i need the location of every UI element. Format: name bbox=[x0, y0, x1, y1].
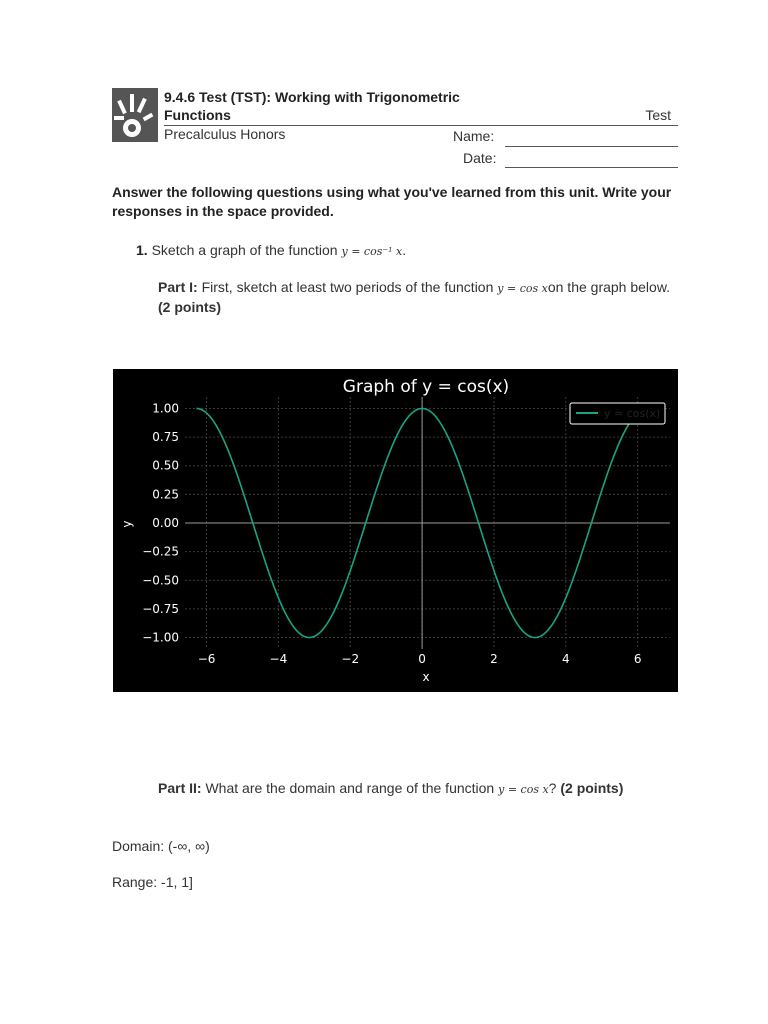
part-2-prompt bbox=[158, 780, 623, 796]
question-1 bbox=[136, 242, 406, 258]
y-tick-label: 1.00 bbox=[152, 401, 179, 416]
sun-logo-icon bbox=[112, 88, 158, 142]
chart-title: Graph of y = cos(x) bbox=[342, 377, 510, 397]
part-1-points: (2 points) bbox=[158, 299, 221, 315]
cos-function-2: y = cos x bbox=[498, 783, 549, 796]
y-tick-label: 0.75 bbox=[152, 430, 179, 445]
y-tick-label: −0.75 bbox=[142, 601, 179, 616]
instructions: Answer the following questions using what you've learned from this unit. Write your responses in the space provided. bbox=[112, 184, 672, 219]
y-tick-label: −0.25 bbox=[142, 544, 179, 559]
x-axis-label: x bbox=[422, 670, 430, 684]
part-1-text-after: on the graph below. bbox=[547, 279, 671, 295]
part-1-prompt bbox=[158, 278, 678, 316]
x-tick-label: −4 bbox=[269, 652, 288, 666]
part-1-text: First, sketch at least two periods of the function bbox=[201, 279, 494, 295]
question-number: 1. bbox=[136, 242, 148, 258]
cos-function: y = cos x bbox=[497, 282, 548, 295]
part-1-label: Part I: bbox=[158, 279, 198, 295]
domain-answer[interactable]: Domain: (-∞, ∞) bbox=[112, 838, 210, 854]
x-tick-label: 0 bbox=[418, 652, 426, 666]
test-title: 9.4.6 Test (TST): Working with Trigonometric Functions bbox=[164, 89, 460, 123]
x-tick-label: −6 bbox=[197, 652, 216, 666]
date-field-line[interactable] bbox=[505, 167, 678, 168]
date-label: Date: bbox=[463, 150, 497, 166]
x-tick-label: 2 bbox=[490, 652, 498, 666]
name-field-line[interactable] bbox=[505, 146, 678, 147]
y-tick-label: 0.50 bbox=[152, 458, 179, 473]
y-tick-label: 0.25 bbox=[152, 487, 179, 502]
part-2-points: (2 points) bbox=[560, 780, 624, 796]
x-tick-label: 4 bbox=[561, 652, 570, 666]
y-tick-label: −1.00 bbox=[142, 630, 179, 645]
range-answer[interactable]: Range: -1, 1] bbox=[112, 874, 193, 890]
x-tick-label: −2 bbox=[341, 652, 360, 666]
course-name: Precalculus Honors bbox=[164, 126, 286, 142]
y-tick-label: 0.00 bbox=[152, 516, 179, 530]
legend-label: y = cos(x) bbox=[604, 407, 661, 420]
name-label: Name: bbox=[453, 128, 495, 144]
part-2-text: What are the domain and range of the function bbox=[205, 780, 495, 796]
cos-graph-svg bbox=[113, 369, 678, 692]
x-tick-label: 6 bbox=[633, 652, 642, 666]
question-end: . bbox=[402, 242, 407, 258]
part-2-label: Part II: bbox=[158, 780, 202, 796]
cos-graph bbox=[113, 369, 678, 692]
doc-type-label: Test bbox=[645, 107, 671, 123]
question-text: Sketch a graph of the function bbox=[151, 242, 338, 258]
brand-logo bbox=[112, 88, 158, 142]
part-2-text-after: ? bbox=[548, 780, 557, 796]
y-tick-label: −0.50 bbox=[142, 573, 179, 588]
chart-legend bbox=[570, 403, 665, 424]
inverse-cos-function: y = cos⁻¹ x bbox=[341, 245, 403, 258]
y-axis-label: y bbox=[120, 520, 134, 528]
